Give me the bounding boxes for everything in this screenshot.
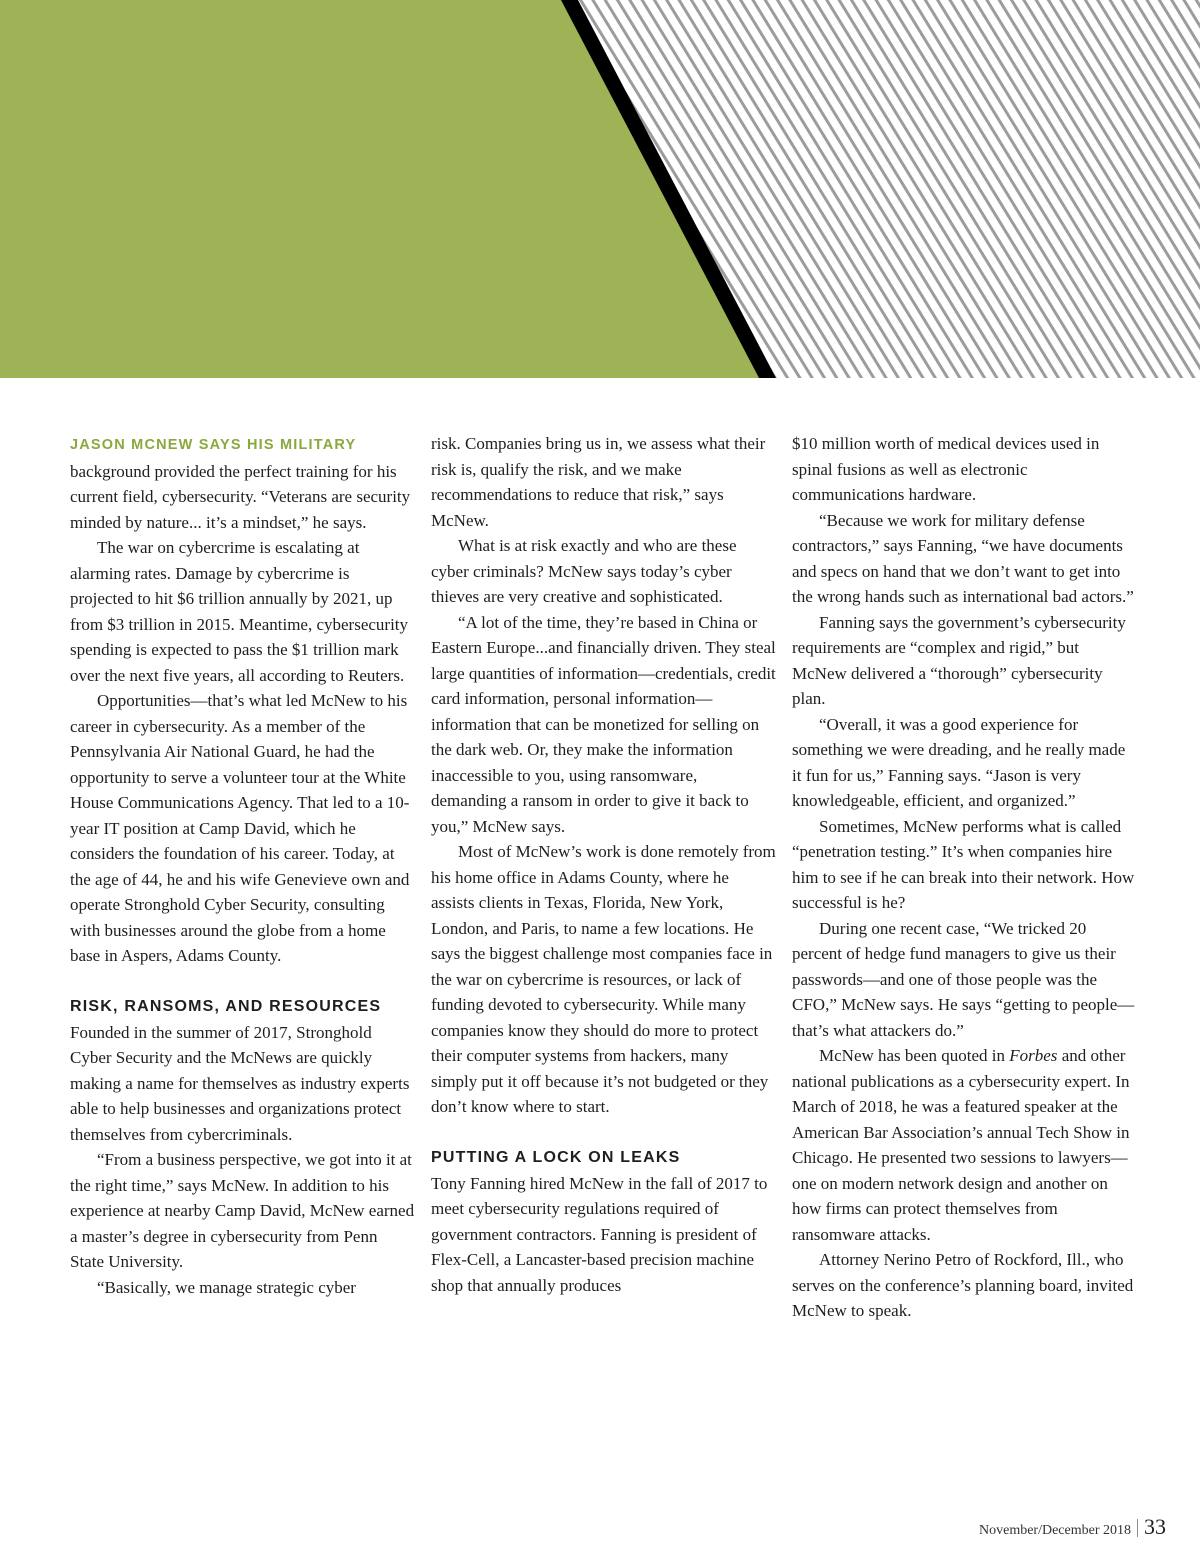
- paragraph: risk. Companies bring us in, we assess what their risk is, qualify the risk, and we make recommendations to reduce that risk,” says McNew.: [431, 434, 766, 530]
- page-number: 33: [1144, 1514, 1166, 1539]
- paragraph: During one recent case, “We tricked 20 percent of hedge fund managers to give us their passwords—and one of those people was the CFO,” McNew says. He says “getting to people—that’s what attackers do.”: [792, 918, 1135, 1040]
- paragraph: What is at risk exactly and who are these cyber criminals? McNew says today’s cyber thieves are very creative and sophisticated.: [431, 536, 737, 606]
- article-column-3: [792, 431, 1137, 1324]
- lead-in: JASON MCNEW SAYS HIS MILITARY: [70, 437, 357, 453]
- issue-date: November/December 2018: [979, 1523, 1131, 1538]
- paragraph: Tony Fanning hired McNew in the fall of 2017 to meet cybersecurity regulations required of government contractors. Fanning is president of Flex-Cell, a Lancaster-based precision machine shop that annually produces: [431, 1173, 768, 1295]
- paragraph: “Overall, it was a good experience for something we were dreading, and he really made it fun for us,” Fanning says. “Jason is very knowledgeable, efficient, and organized.”: [792, 714, 1126, 810]
- paragraph: “From a business perspective, we got into it at the right time,” says McNew. In addition to his experience at nearby Camp David, McNew earned a master’s degree in cybersecurity from Penn State University.: [70, 1150, 415, 1271]
- publication-title: Forbes: [1009, 1046, 1058, 1065]
- footer-divider: [1137, 1519, 1138, 1537]
- paragraph: [792, 1043, 1137, 1247]
- page-footer: [979, 1514, 1166, 1540]
- paragraph-text: background provided the perfect training for his current field, cybersecurity. “Veterans are security minded by nature... it’s a mindset,” he says.: [70, 461, 411, 532]
- paragraph-text: and other national publications as a cybersecurity expert. In March of 2018, he was a featured speaker at the American Bar Association’s annual Tech Show in Chicago. He presented two sessions to lawyers—one on modern network design and another on how firms can protect themselves from ransomware attacks.: [792, 1046, 1130, 1244]
- subhead-risk-ransoms: RISK, RANSOMS, AND RESOURCES: [70, 998, 382, 1015]
- article-column-2: [431, 431, 776, 1298]
- paragraph: Founded in the summer of 2017, Stronghold Cyber Security and the McNews are quickly making a name for themselves as industry experts able to help businesses and organizations protect themselves from cybercriminals.: [70, 1022, 410, 1144]
- article-column-1: [70, 431, 415, 1300]
- paragraph: “Basically, we manage strategic cyber: [97, 1277, 356, 1297]
- paragraph: Opportunities—that’s what led McNew to his career in cybersecurity. As a member of the Pennsylvania Air National Guard, he had the opportunity to serve a volunteer tour at the White House Communications Agency. That led to a 10-year IT position at Camp David, which he considers the foundation of his career. Today, at the age of 44, he and his wife Genevieve own and operate Stronghold Cyber Security, consulting with businesses around the globe from a home base in Aspers, Adams County.: [70, 691, 410, 965]
- header-graphic: [0, 0, 1200, 378]
- paragraph: “Because we work for military defense contractors,” says Fanning, “we have documents and specs on hand that we don’t want to get into the wrong hands such as international bad actors.”: [792, 510, 1134, 606]
- paragraph: Attorney Nerino Petro of Rockford, Ill., who serves on the conference’s planning board, invited McNew to speak.: [792, 1250, 1134, 1320]
- paragraph: Most of McNew’s work is done remotely from his home office in Adams County, where he assists clients in Texas, Florida, New York, London, and Paris, to name a few locations. He says the biggest challenge most companies face in the war on cybercrime is resources, or lack of funding devoted to cybersecurity. While many companies know they should do more to protect their computer systems from hackers, many simply put it off because it’s not budgeted or they don’t know where to start.: [431, 842, 776, 1116]
- paragraph-text: McNew has been quoted in: [819, 1046, 1010, 1065]
- paragraph: Sometimes, McNew performs what is called “penetration testing.” It’s when companies hire him to see if he can break into their network. How successful is he?: [792, 816, 1135, 912]
- paragraph: Fanning says the government’s cybersecurity requirements are “complex and rigid,” but McNew delivered a “thorough” cybersecurity plan.: [792, 612, 1126, 708]
- paragraph: [70, 431, 415, 535]
- paragraph: The war on cybercrime is escalating at alarming rates. Damage by cybercrime is projected to hit $6 trillion annually by 2021, up from $3 trillion in 2015. Meantime, cybersecurity spending is expected to pass the $1 trillion mark over the next five years, all according to Reuters.: [70, 538, 409, 685]
- paragraph: “A lot of the time, they’re based in China or Eastern Europe...and financially driven. They steal large quantities of information—credentials, credit card information, personal information—information that can be monetized for selling on the dark web. Or, they make the information inaccessible to you, using ransomware, demanding a ransom in order to give it back to you,” McNew says.: [431, 612, 776, 836]
- paragraph: $10 million worth of medical devices used in spinal fusions as well as electronic communications hardware.: [792, 434, 1100, 504]
- subhead-lock-on-leaks: PUTTING A LOCK ON LEAKS: [431, 1149, 681, 1166]
